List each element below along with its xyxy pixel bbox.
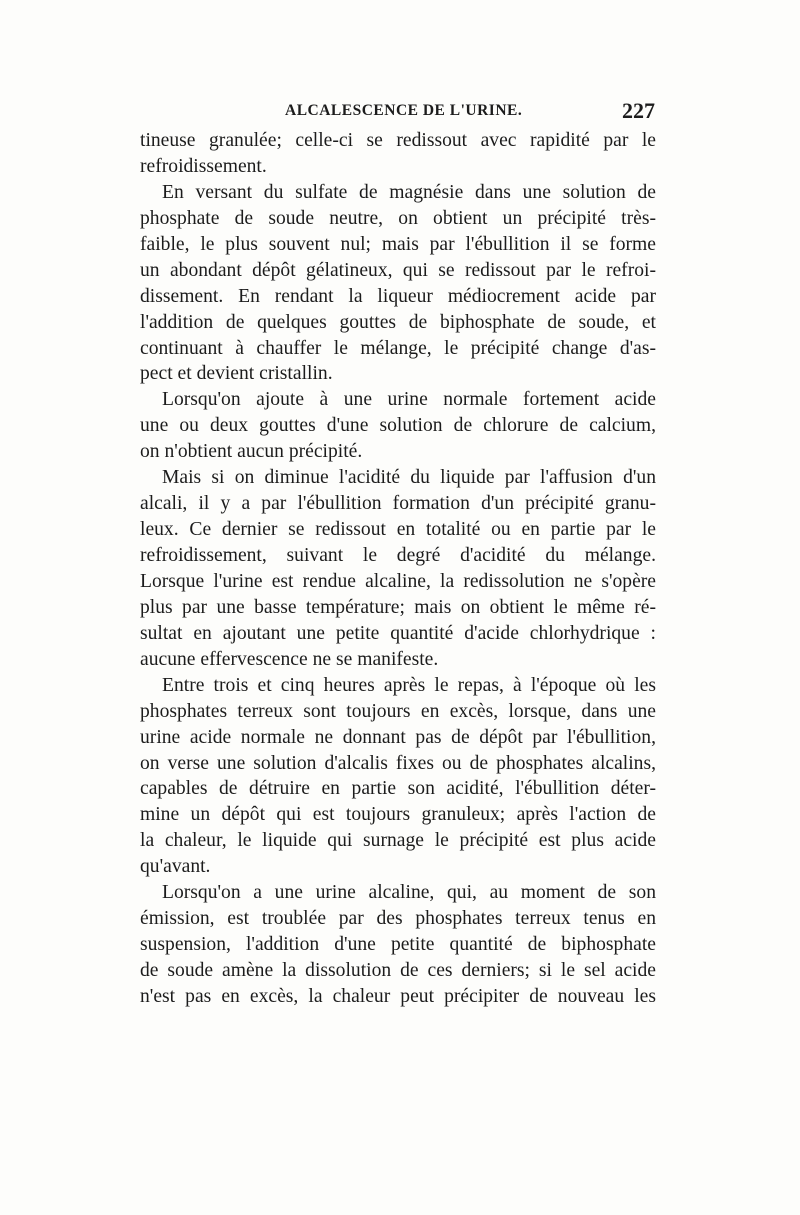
running-head [140, 98, 655, 128]
text-line: émission, est troublée par des phosphates terreux tenus en [140, 908, 656, 930]
text-line: Mais si on diminue l'acidité du liquide par l'affusion d'un [162, 467, 656, 489]
text-line: plus par une basse température; mais on obtient le même ré- [140, 596, 656, 618]
text-line: de soude amène la dissolution de ces derniers; si le sel acide [140, 960, 656, 981]
text-line: une ou deux gouttes d'une solution de chlorure de calcium, [140, 415, 656, 437]
text-line: l'addition de quelques gouttes de biphosphate de soude, et [140, 311, 656, 333]
text-line: Lorsqu'on ajoute à une urine normale fortement acide [162, 389, 656, 411]
text-line: En versant du sulfate de magnésie dans une solution de [162, 181, 656, 203]
text-line: Lorsqu'on a une urine alcaline, qui, au moment de son [162, 882, 656, 904]
text-line: mine un dépôt qui est toujours granuleux; après l'action de [140, 804, 656, 826]
running-title: ALCALESCENCE DE L'URINE. [285, 102, 523, 119]
text-line: leux. Ce dernier se redissout en totalité ou en partie par le [140, 519, 656, 541]
text-line: faible, le plus souvent nul; mais par l'ébullition il se forme [140, 233, 656, 255]
text-line: alcali, il y a par l'ébullition formation d'un précipité granu- [140, 493, 656, 515]
text-line: refroidissement, suivant le degré d'acidité du mélange. [140, 545, 656, 566]
text-line: phosphate de soude neutre, on obtient un précipité très- [140, 207, 656, 229]
page-number: 227 [622, 98, 655, 123]
text-line: continuant à chauffer le mélange, le précipité change d'as- [140, 337, 656, 359]
text-line: Lorsque l'urine est rendue alcaline, la redissolution ne s'opère [140, 570, 656, 592]
text-line: capables de détruire en partie son acidité, l'ébullition déter- [140, 778, 656, 800]
text-line: qu'avant. [140, 856, 211, 878]
text-line: suspension, l'addition d'une petite quantité de biphosphate [140, 934, 656, 956]
text-line: urine acide normale ne donnant pas de dépôt par l'ébullition, [140, 726, 656, 748]
text-line: phosphates terreux sont toujours en excès, lorsque, dans une [140, 700, 656, 722]
text-line: refroidissement. [140, 155, 267, 177]
text-line: aucune effervescence ne se manifeste. [140, 648, 439, 670]
text-line: tineuse granulée; celle-ci se redissout avec rapidité par le [140, 130, 656, 151]
text-line: Entre trois et cinq heures après le repas, à l'époque où les [162, 674, 656, 696]
text-line: pect et devient cristallin. [140, 363, 333, 385]
text-line: on n'obtient aucun précipité. [140, 441, 363, 463]
text-line: dissement. En rendant la liqueur médiocrement acide par [140, 285, 656, 307]
text-line: sultat en ajoutant une petite quantité d'acide chlorhydrique : [140, 622, 656, 644]
body-text [140, 128, 656, 1010]
text-line: n'est pas en excès, la chaleur peut précipiter de nouveau les [140, 985, 656, 1007]
text-line: un abondant dépôt gélatineux, qui se redissout par le refroi- [140, 259, 656, 281]
text-line: on verse une solution d'alcalis fixes ou de phosphates alcalins, [140, 752, 656, 774]
text-line: la chaleur, le liquide qui surnage le précipité est plus acide [140, 830, 656, 852]
